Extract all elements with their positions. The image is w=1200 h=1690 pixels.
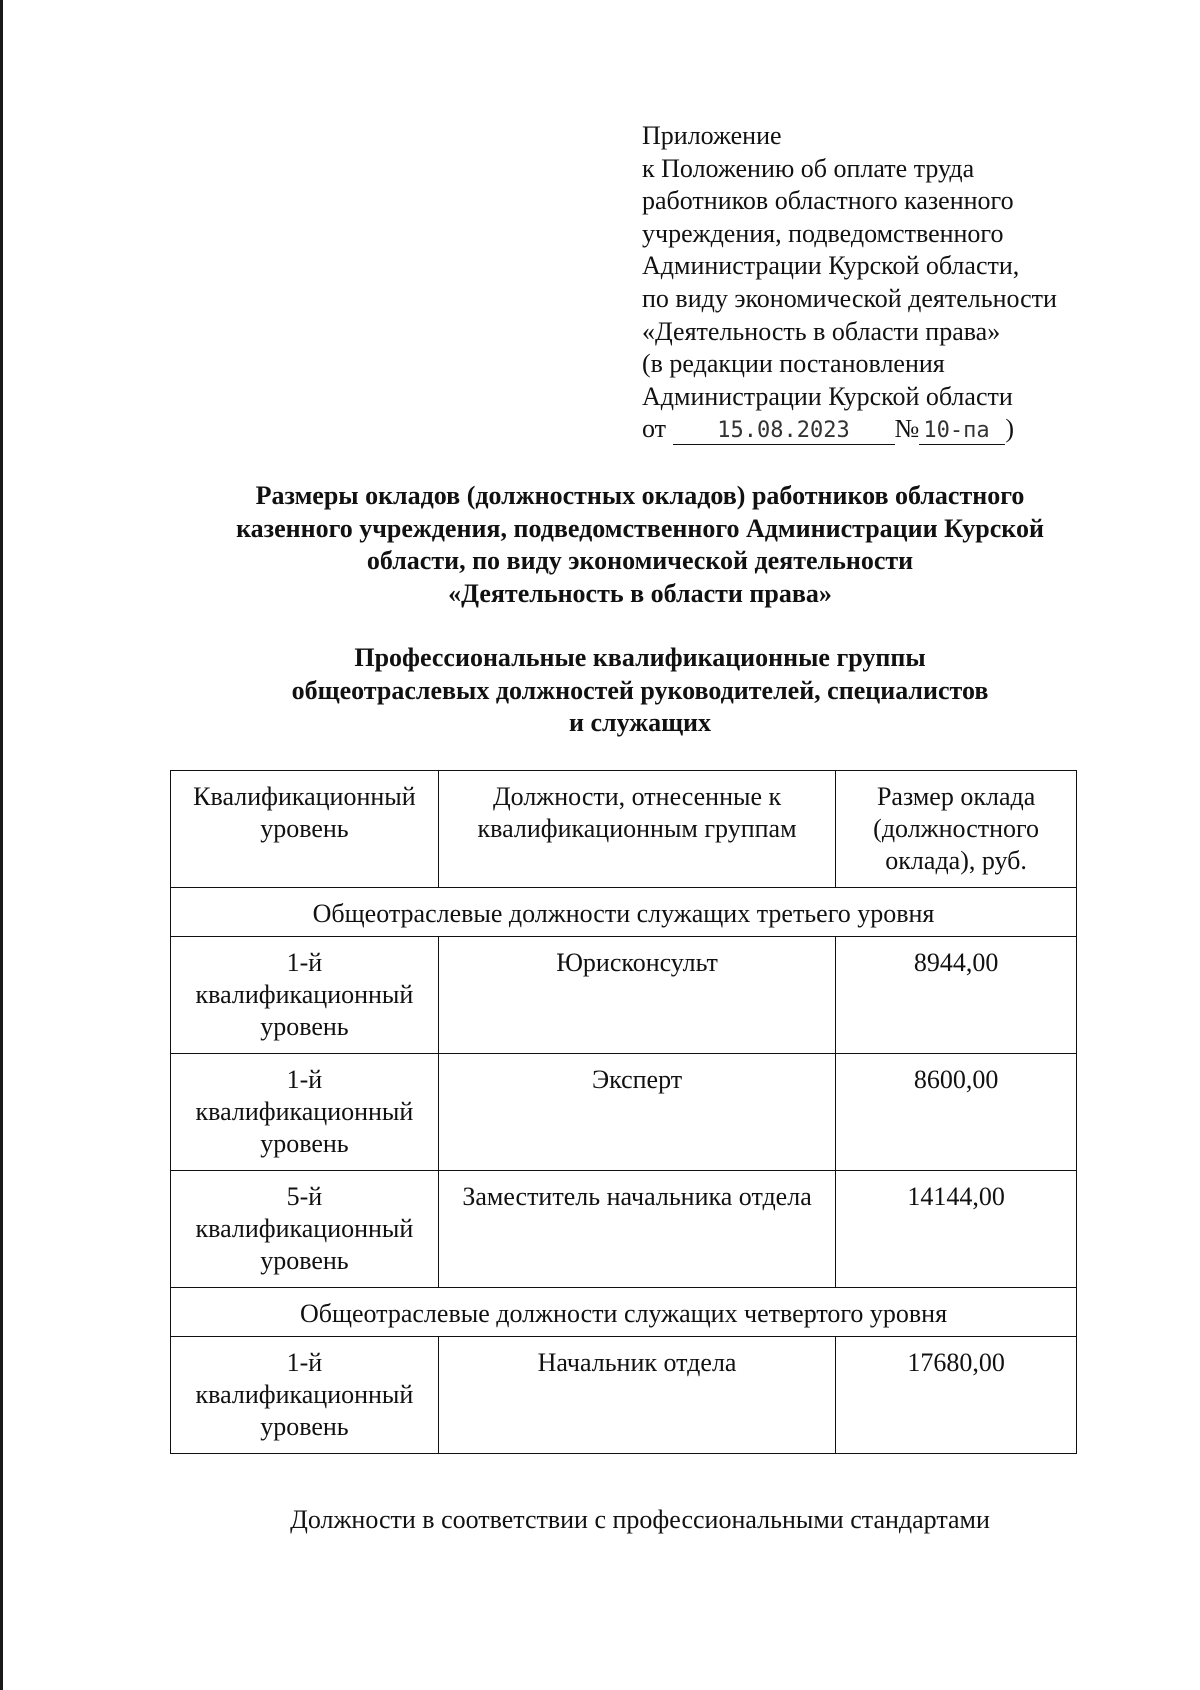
subtitle-line: Профессиональные квалификационные группы <box>354 643 926 672</box>
group-title: Общеотраслевые должности служащих третьего уровня <box>171 888 1077 937</box>
number-prefix: № <box>894 414 920 444</box>
subtitle-line: общеотраслевых должностей руководителей, специалистов <box>291 675 989 705</box>
header-level <box>171 771 439 888</box>
header-text: оклада), руб. <box>885 846 1027 875</box>
subtitle-line: и служащих <box>568 708 712 737</box>
position-cell: Заместитель начальника отдела <box>438 1171 835 1288</box>
salary-cell: 8944,00 <box>836 937 1077 1054</box>
scan-edge <box>0 0 3 1690</box>
title-line: области, по виду экономической деятельности <box>366 546 914 575</box>
level-cell <box>171 1337 439 1454</box>
level-text: квалификационный <box>195 1214 414 1243</box>
level-text: уровень <box>260 1246 349 1275</box>
position-cell: Начальник отдела <box>438 1337 835 1454</box>
salary-cell: 8600,00 <box>836 1054 1077 1171</box>
appendix-block <box>642 120 1112 446</box>
table-row <box>171 1054 1077 1171</box>
section-footer-heading: Должности в соответствии с профессиональными стандартами <box>290 1505 990 1534</box>
appendix-line: Администрации Курской области, <box>642 251 1020 281</box>
title-line: казенного учреждения, подведомственного Администрации Курской <box>236 513 1044 543</box>
date-prefix: от <box>642 414 667 444</box>
level-text: 1-й <box>286 1348 323 1377</box>
position-cell: Юрисконсульт <box>438 937 835 1054</box>
resolution-date: 15.08.2023 <box>673 418 895 445</box>
salary-cell: 17680,00 <box>836 1337 1077 1454</box>
position-cell: Эксперт <box>438 1054 835 1171</box>
header-text: уровень <box>260 814 349 843</box>
table-row <box>171 937 1077 1054</box>
level-text: уровень <box>260 1412 349 1441</box>
appendix-line: учреждения, подведомственного <box>642 218 1004 248</box>
level-cell <box>171 937 439 1054</box>
section-subtitle <box>160 642 1120 740</box>
table-header-row <box>171 771 1077 888</box>
appendix-line: Приложение <box>642 121 782 150</box>
header-text: Должности, отнесенные к <box>492 782 782 811</box>
header-text: Размер оклада <box>876 782 1036 811</box>
appendix-line: работников областного казенного <box>642 186 1014 216</box>
document-title <box>160 480 1120 610</box>
appendix-line: по виду экономической деятельности <box>642 283 1057 313</box>
appendix-line: Администрации Курской области <box>642 381 1013 411</box>
title-line: «Деятельность в области права» <box>448 578 832 608</box>
header-text: (должностного <box>873 814 1040 843</box>
title-line: Размеры окладов (должностных окладов) работников областного <box>255 481 1025 510</box>
header-position <box>438 771 835 888</box>
level-text: квалификационный <box>195 1380 414 1409</box>
level-text: квалификационный <box>195 980 414 1009</box>
resolution-number: 10-па <box>919 418 1005 445</box>
closing-paren: ) <box>1005 414 1015 444</box>
level-text: уровень <box>260 1012 349 1041</box>
salary-cell: 14144,00 <box>836 1171 1077 1288</box>
level-text: 1-й <box>286 948 323 977</box>
level-text: 5-й <box>286 1182 323 1211</box>
header-salary <box>836 771 1077 888</box>
appendix-line: «Деятельность в области права» <box>642 316 1001 346</box>
level-cell <box>171 1171 439 1288</box>
appendix-line: к Положению об оплате труда <box>642 153 975 183</box>
group-row <box>171 888 1077 937</box>
table-row <box>171 1337 1077 1454</box>
appendix-line: (в редакции постановления <box>642 349 945 379</box>
level-text: уровень <box>260 1129 349 1158</box>
header-text: Квалификационный <box>193 782 416 811</box>
table-row <box>171 1171 1077 1288</box>
level-cell <box>171 1054 439 1171</box>
level-text: 1-й <box>286 1065 323 1094</box>
salary-table <box>170 770 1077 1454</box>
level-text: квалификационный <box>195 1097 414 1126</box>
header-text: квалификационным группам <box>477 814 797 843</box>
group-row <box>171 1288 1077 1337</box>
resolution-reference <box>642 413 1112 446</box>
group-title: Общеотраслевые должности служащих четвертого уровня <box>171 1288 1077 1337</box>
